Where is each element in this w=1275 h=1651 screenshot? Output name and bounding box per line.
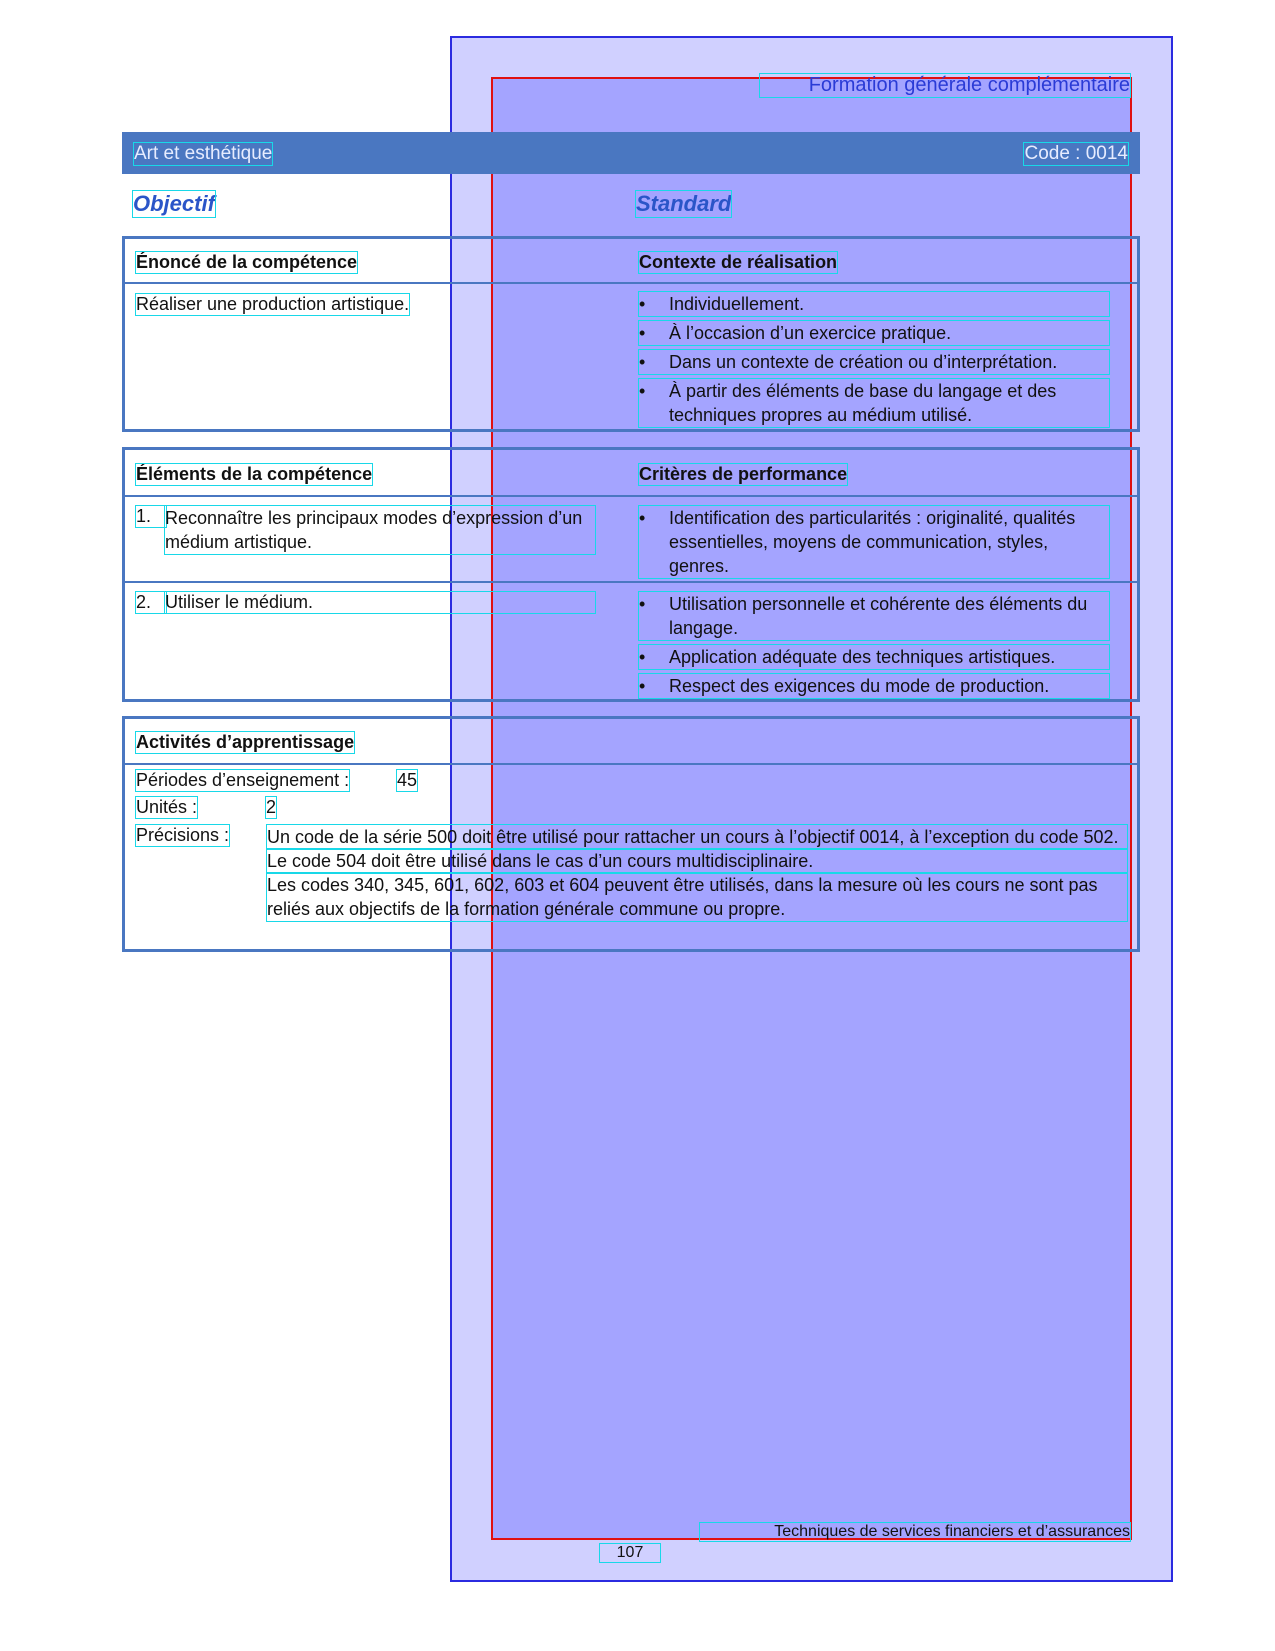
enonce-label: Énoncé de la compétence [136,252,358,272]
contexte-item: • À l’occasion d’un exercice pratique. [639,321,1109,345]
activites-label: Activités d’apprentissage [136,732,355,752]
periodes-label: Périodes d’enseignement : [136,770,350,790]
criteres-list [639,592,1109,703]
section-header: Formation générale complémentaire [760,74,1130,97]
row-separator [125,581,1137,583]
criteres-label: Critères de performance [639,464,848,484]
contexte-item: • Dans un contexte de création ou d’interprétation. [639,350,1109,374]
periodes-value: 45 [397,770,418,790]
precisions-label: Précisions : [136,825,230,845]
element-text: Reconnaître les principaux modes d’expression d’un médium artistique. [165,506,595,554]
element-text: Utiliser le médium. [165,592,595,613]
competence-box [122,236,1140,432]
title-bar [122,132,1140,174]
element-number: 2. [136,592,166,613]
standard-heading: Standard [636,191,732,216]
unites-value: 2 [266,797,277,817]
critere-item: • Respect des exigences du mode de production. [639,674,1109,698]
contexte-item: • À partir des éléments de base du langage et des techniques propres au médium utilisé. [639,379,1109,427]
elements-box [122,447,1140,702]
criteres-list [639,506,1109,583]
critere-item: • Application adéquate des techniques artistiques. [639,645,1109,669]
page-number: 107 [600,1544,660,1562]
objectif-heading: Objectif [133,191,215,216]
enonce-text: Réaliser une production artistique. [136,294,410,314]
critere-item: • Utilisation personnelle et cohérente des éléments du langage. [639,592,1109,640]
activites-box [122,716,1140,952]
precision-item: Un code de la série 500 doit être utilisé pour rattacher un cours à l’objectif 0014, à l’exception du code 502. [267,825,1127,849]
unites-label: Unités : [136,797,198,817]
contexte-list [639,292,1109,432]
contexte-label: Contexte de réalisation [639,252,838,272]
code-label: Code : 0014 [1024,143,1128,164]
page-title: Art et esthétique [134,143,273,164]
footer-program: Techniques de services financiers et d’assurances [700,1523,1130,1541]
contexte-item: • Individuellement. [639,292,1109,316]
precisions-list [267,825,1127,921]
precision-item: Le code 504 doit être utilisé dans le cas d’un cours multidisciplinaire. [267,849,1127,873]
precision-item: Les codes 340, 345, 601, 602, 603 et 604 peuvent être utilisés, dans la mesure où les cours ne sont pas reliés aux objectifs de la formation générale commune ou propre. [267,873,1127,921]
critere-item: • Identification des particularités : originalité, qualités essentielles, moyens de communication, styles, genres. [639,506,1109,578]
element-number: 1. [136,506,166,527]
elements-label: Éléments de la compétence [136,464,373,484]
